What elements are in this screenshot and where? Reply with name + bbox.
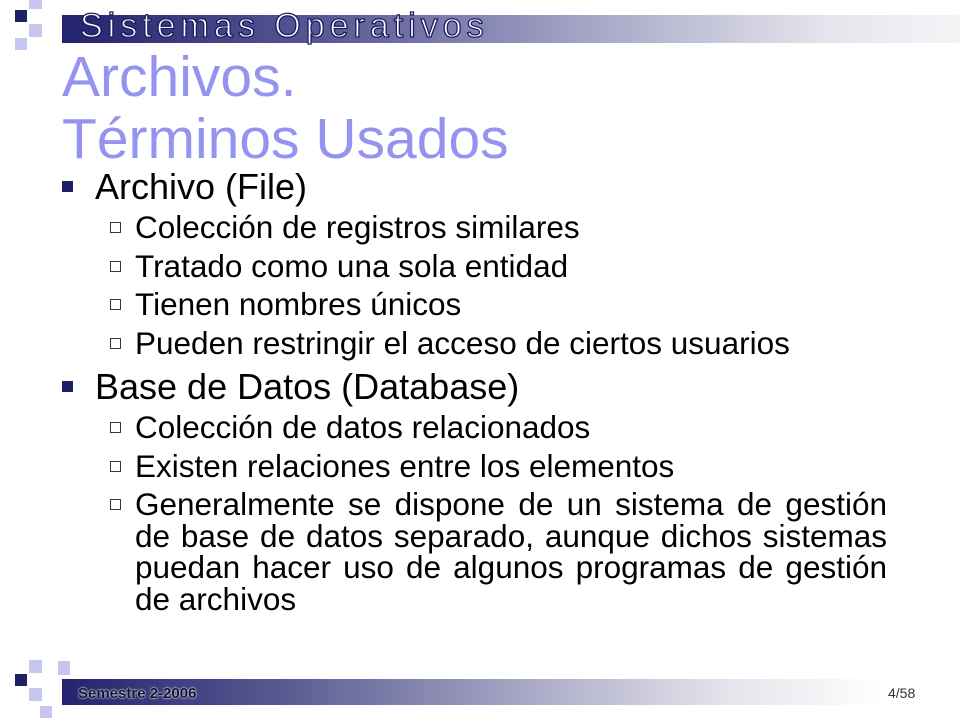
hollow-square-bullet-icon <box>110 299 121 310</box>
decor-square <box>15 38 27 50</box>
sub-bullet-text: Existen relaciones entre los elementos <box>135 447 675 484</box>
sub-bullet-item <box>135 209 887 245</box>
decor-square <box>29 660 42 673</box>
bullet-text: Base de Datos (Database) <box>95 366 520 407</box>
sub-bullet-text: Generalmente se dispone de un sistema de gestión de base de datos separado, aunque dichos sistemas puedan hacer uso de algunos programas de gestión de archivos <box>135 486 887 617</box>
bullet-text: Archivo (File) <box>95 166 308 207</box>
sub-bullet-text: Pueden restringir el acceso de ciertos usuarios <box>135 324 790 361</box>
hollow-square-bullet-icon <box>110 338 121 349</box>
decor-square <box>15 10 27 22</box>
hollow-square-bullet-icon <box>110 261 121 272</box>
decor-square <box>29 688 42 701</box>
sub-bullet-text: Colección de datos relacionados <box>135 409 591 445</box>
sub-bullet-item <box>135 247 887 284</box>
sub-bullet-list <box>95 409 887 617</box>
decor-square <box>40 706 52 718</box>
sub-bullet-text: Colección de registros similares <box>135 209 580 245</box>
title-line-2: Términos Usados <box>62 107 509 171</box>
title-line-1: Archivos. <box>62 45 297 109</box>
slide-title <box>62 46 509 170</box>
sub-bullet-item <box>135 447 887 484</box>
sub-bullet-item <box>135 486 887 617</box>
decor-square <box>15 674 27 686</box>
decor-square <box>29 24 42 37</box>
sub-bullet-text: Tienen nombres únicos <box>135 286 462 322</box>
sub-bullet-list <box>95 209 887 361</box>
page-number: 4/58 <box>888 685 916 701</box>
sub-bullet-item <box>135 286 887 322</box>
filled-square-bullet-icon <box>62 181 73 192</box>
hollow-square-bullet-icon <box>110 422 121 433</box>
hollow-square-bullet-icon <box>110 499 121 510</box>
bullet-item-base-de-datos <box>62 366 887 617</box>
hollow-square-bullet-icon <box>110 222 121 233</box>
sub-bullet-text: Tratado como una sola entidad <box>135 247 569 284</box>
bullet-list <box>62 166 887 617</box>
course-banner-text: Sistemas Operativos <box>80 7 489 45</box>
sub-bullet-item <box>135 324 887 361</box>
bullet-item-archivo <box>62 166 887 361</box>
decor-square <box>58 661 70 675</box>
decor-square <box>29 0 42 9</box>
sub-bullet-item <box>135 409 887 445</box>
filled-square-bullet-icon <box>62 381 73 392</box>
footer-semester: Semestre 2-2006 <box>78 685 197 702</box>
hollow-square-bullet-icon <box>110 461 121 472</box>
